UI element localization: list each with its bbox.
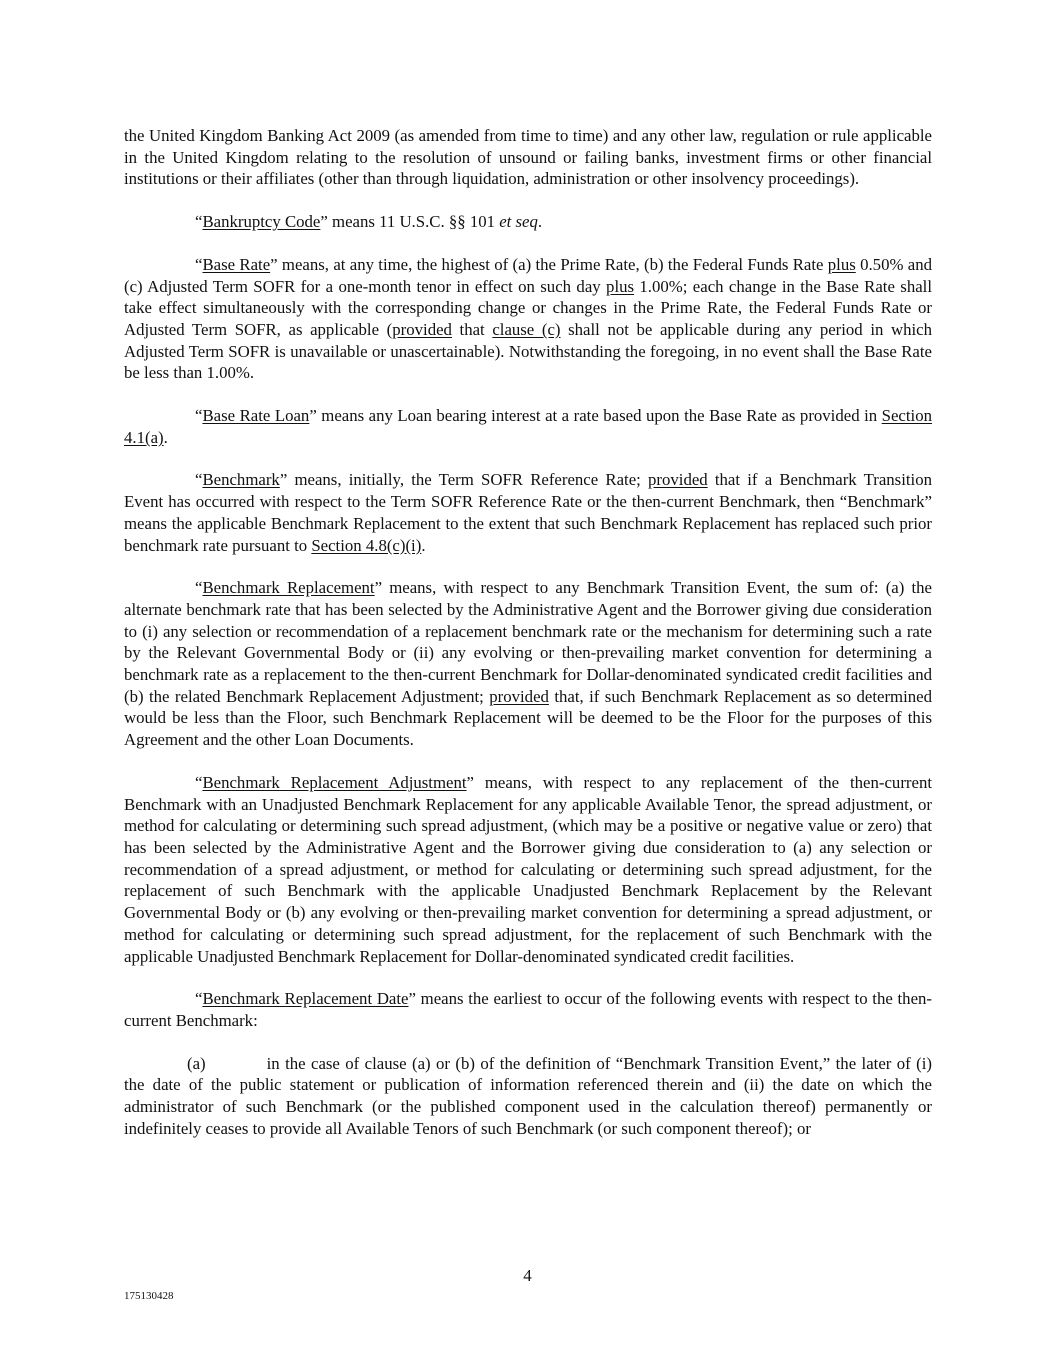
definition-base-rate: “Base Rate” means, at any time, the highest of (a) the Prime Rate, (b) the Federal Funds Rate plus 0.50% and (c) Adjusted Term SOFR for a one-month tenor in effect on such day plus 1.00%; each change in the Base Rate shall take effect simultaneously with the corresponding change or changes in the Prime Rate, the Federal Funds Rate or Adjusted Term SOFR, as applicable (provided that clause (c) shall not be applicable during any period in which Adjusted Term SOFR is unavailable or unascertainable). Notwithstanding the foregoing, in no event shall the Base Rate be less than 1.00%. (124, 254, 933, 383)
section-reference: Section 4.8(c)(i) (311, 535, 422, 555)
underlined-plus: plus (827, 254, 856, 274)
underlined-provided: provided (392, 319, 452, 339)
underlined-provided: provided (648, 470, 708, 490)
clause-label: (a) (187, 1053, 206, 1073)
defined-term: Bankruptcy Code (202, 212, 321, 232)
definition-bankruptcy-code: “Bankruptcy Code” means 11 U.S.C. §§ 101 et seq. (195, 212, 543, 232)
definition-benchmark-replacement-date: “Benchmark Replacement Date” means the earliest to occur of the following events with respect to the then-current Benchmark: (124, 989, 932, 1030)
defined-term: Base Rate (202, 254, 271, 274)
clause-a-paragraph: (a) in the case of clause (a) or (b) of the definition of “Benchmark Transition Event,” the later of (i) the date of the public statement or publication of information referenced therein and (ii) the date on which the administrator of such Benchmark (or the published component used in the calculation thereof) permanently or indefinitely ceases to provide all Available Tenors of such Benchmark (or such component thereof); or (124, 1053, 932, 1138)
defined-term: Benchmark Replacement (202, 578, 375, 598)
definition-benchmark-replacement: “Benchmark Replacement” means, with respect to any Benchmark Transition Event, the sum of: (a) the alternate benchmark rate that has been selected by the Administrative Agent and the Borrower giving due consideration to (i) any selection or recommendation of a replacement benchmark rate or the mechanism for determining such a rate by the Relevant Governmental Body or (ii) any evolving or then-prevailing market convention for determining a benchmark rate as a replacement to the then-current Benchmark for Dollar-denominated syndicated credit facilities and (b) the related Benchmark Replacement Adjustment; provided that, if such Benchmark Replacement as so determined would be less than the Floor, such Benchmark Replacement will be deemed to be the Floor for the purposes of this Agreement and the other Loan Documents. (124, 578, 933, 750)
defined-term: Benchmark (202, 470, 280, 490)
definition-benchmark-replacement-adjustment: “Benchmark Replacement Adjustment” means, with respect to any replacement of the then-current Benchmark with an Unadjusted Benchmark Replacement for any applicable Available Tenor, the spread adjustment, or method for calculating or determining such spread adjustment, (which may be a positive or negative value or zero) that has been selected by the Administrative Agent and the Borrower giving due consideration to (a) any selection or recommendation of a spread adjustment, or method for calculating or determining such spread adjustment, for the replacement of such Benchmark with the applicable Unadjusted Benchmark Replacement by the Relevant Governmental Body or (b) any evolving or then-prevailing market convention for determining a spread adjustment, or method for calculating or determining such spread adjustment, for the replacement of such Benchmark with the applicable Unadjusted Benchmark Replacement for Dollar-denominated syndicated credit facilities. (124, 772, 933, 966)
italic-text: et seq (499, 212, 538, 232)
clause-reference: clause (c) (492, 319, 561, 339)
definition-benchmark: “Benchmark” means, initially, the Term SOFR Reference Rate; provided that if a Benchmark Transition Event has occurred with respect to the Term SOFR Reference Rate or the then-current Benchmark, then “Benchmark” means the applicable Benchmark Replacement to the extent that such Benchmark Replacement has replaced such prior benchmark rate pursuant to Section 4.8(c)(i). (124, 470, 932, 555)
document-body (124, 125, 932, 1160)
defined-term: Base Rate Loan (202, 406, 310, 426)
defined-term: Benchmark Replacement Date (202, 989, 409, 1009)
underlined-provided: provided (489, 686, 549, 706)
continuation-paragraph: the United Kingdom Banking Act 2009 (as amended from time to time) and any other law, regulation or rule applicable in the United Kingdom relating to the resolution of unsound or failing banks, investment firms or other financial institutions or their affiliates (other than through liquidation, administration or other insolvency proceedings). (124, 126, 932, 189)
page-number: 4 (523, 1266, 532, 1285)
definition-base-rate-loan: “Base Rate Loan” means any Loan bearing interest at a rate based upon the Base Rate as provided in Section 4.1(a). (124, 406, 932, 447)
section-reference: Section 4.1(a) (124, 406, 932, 447)
defined-term: Benchmark Replacement Adjustment (202, 772, 467, 792)
document-id: 175130428 (124, 1290, 174, 1302)
underlined-plus: plus (606, 276, 635, 296)
